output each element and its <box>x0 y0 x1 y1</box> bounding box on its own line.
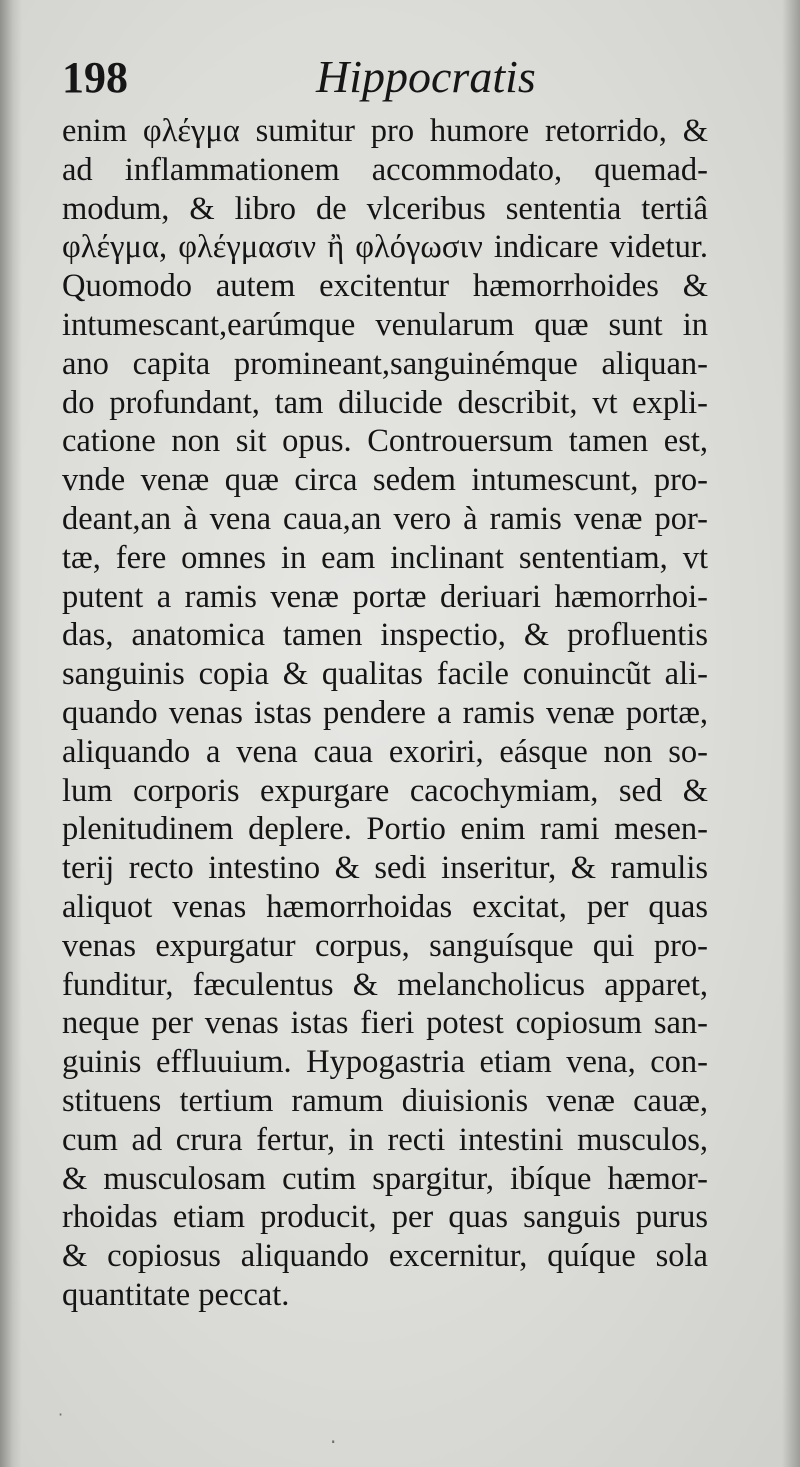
text-line: das, anatomica tamen inspectio, & profluentis <box>62 617 708 654</box>
paper-speck: · <box>330 1430 337 1454</box>
text-line: putent a ramis venæ portæ deriuari hæmorrhoi- <box>62 578 708 615</box>
text-line: aliquando a vena caua exoriri, eásque non so- <box>62 733 708 770</box>
text-line: φλέγμα, φλέγμασιν ἢ φλόγωσιν indicare videtur. <box>62 229 708 266</box>
text-line: guinis effluuium. Hypogastria etiam vena, con- <box>62 1044 708 1081</box>
text-line: stituens tertium ramum diuisionis venæ cauæ, <box>62 1082 708 1119</box>
text-line: plenitudinem deplere. Portio enim rami mesen- <box>62 811 708 848</box>
text-line: aliquot venas hæmorrhoidas excitat, per quas <box>62 888 708 925</box>
text-line: quantitate peccat. <box>62 1276 290 1313</box>
text-line: Quomodo autem excitentur hæmorrhoides & <box>62 268 708 305</box>
running-head <box>62 52 714 112</box>
text-line: ano capita promineant,sanguinémque aliquan- <box>62 345 708 382</box>
running-title: Hippocratis <box>316 51 536 102</box>
body-text <box>62 112 708 1315</box>
text-line: cum ad crura fertur, in recti intestini musculos, <box>62 1121 708 1158</box>
text-line: terij recto intestino & sedi inseritur, & ramulis <box>62 850 708 887</box>
text-line: & copiosus aliquando excernitur, quíque sola <box>62 1238 708 1275</box>
text-line: rhoidas etiam producit, per quas sanguis purus <box>62 1199 708 1236</box>
spine-shadow <box>0 0 22 1467</box>
text-line: ad inflammationem accommodato, quemad- <box>62 151 708 188</box>
text-line: neque per venas istas fieri potest copiosum san- <box>62 1005 708 1042</box>
text-line: intumescant,earúmque venularum quæ sunt in <box>62 306 708 343</box>
text-line: & musculosam cutim spargitur, ibíque hæmor- <box>62 1160 708 1197</box>
text-line: funditur, fæculentus & melancholicus apparet, <box>62 966 708 1003</box>
text-line: catione non sit opus. Controuersum tamen est, <box>62 423 708 460</box>
text-line: vnde venæ quæ circa sedem intumescunt, pro- <box>62 462 708 499</box>
text-line: sanguinis copia & qualitas facile conuincũt ali- <box>62 656 708 693</box>
text-line: lum corporis expurgare cacochymiam, sed & <box>62 772 708 809</box>
paper-speck: · <box>58 1405 64 1424</box>
page-edge-shadow <box>782 0 800 1467</box>
page-number: 198 <box>62 53 128 102</box>
text-line: venas expurgatur corpus, sanguísque qui pro- <box>62 927 708 964</box>
text-line: modum, & libro de vlceribus sententia tertiâ <box>62 190 708 227</box>
text-line: quando venas istas pendere a ramis venæ portæ, <box>62 694 708 731</box>
text-line: deant,an à vena caua,an vero à ramis venæ por- <box>62 500 708 537</box>
text-line: tæ, fere omnes in eam inclinant sententiam, vt <box>62 539 708 576</box>
text-line: enim φλέγμα sumitur pro humore retorrido, & <box>62 113 708 149</box>
text-line: do profundant, tam dilucide describit, vt expli- <box>62 384 708 421</box>
